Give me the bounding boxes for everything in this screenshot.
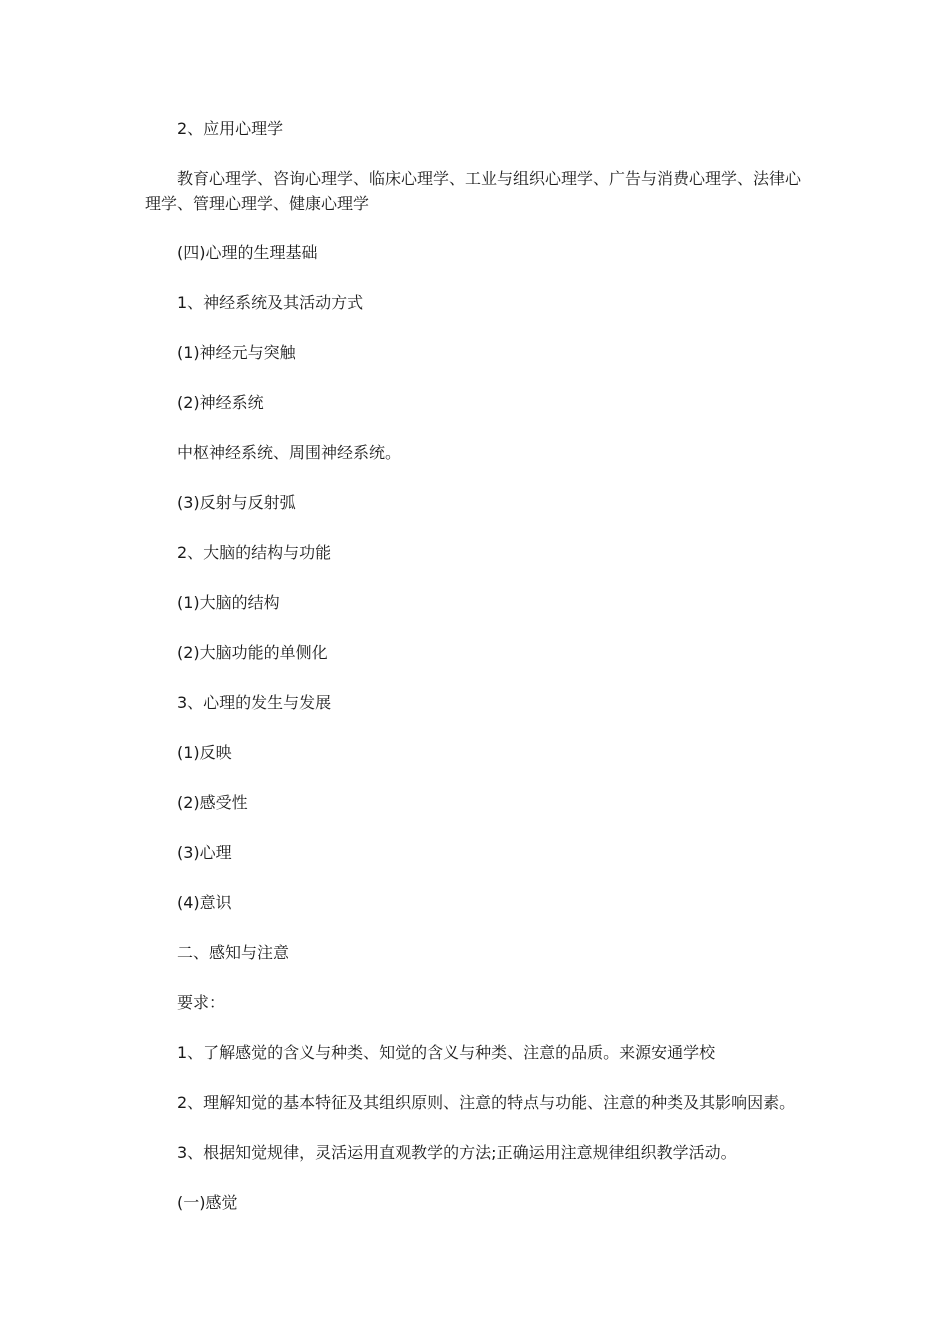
heading-perception-attention: 二、感知与注意 [177,943,290,962]
paragraph-applied-psychology-branches: 教育心理学、咨询心理学、临床心理学、工业与组织心理学、广告与消费心理学、法律心理学、管理心理学、健康心理学 [145,169,802,213]
heading-sensation: (一)感觉 [177,1193,238,1212]
item-brain-lateralization: (2)大脑功能的单侧化 [177,643,328,662]
heading-psychology-development: 3、心理的发生与发展 [177,693,332,712]
item-reflection: (1)反映 [177,743,232,762]
requirement-3: 3、根据知觉规律，灵活运用直观教学的方法;正确运用注意规律组织教学活动。 [177,1143,737,1162]
item-consciousness: (4)意识 [177,893,232,912]
item-sensitivity: (2)感受性 [177,793,248,812]
item-psyche: (3)心理 [177,843,232,862]
label-requirements: 要求： [177,993,226,1012]
heading-nervous-system: 1、神经系统及其活动方式 [177,293,364,312]
heading-physiological-basis: (四)心理的生理基础 [177,243,318,262]
item-brain-structure: (1)大脑的结构 [177,593,280,612]
item-neuron-synapse: (1)神经元与突触 [177,343,296,362]
item-nervous-system: (2)神经系统 [177,393,264,412]
heading-applied-psychology: 2、应用心理学 [177,119,284,138]
paragraph-central-peripheral: 中枢神经系统、周围神经系统。 [177,443,402,462]
requirement-2: 2、理解知觉的基本特征及其组织原则、注意的特点与功能、注意的种类及其影响因素。 [177,1093,796,1112]
item-reflex-arc: (3)反射与反射弧 [177,493,296,512]
heading-brain-structure-function: 2、大脑的结构与功能 [177,543,332,562]
requirement-1: 1、了解感觉的含义与种类、知觉的含义与种类、注意的品质。来源安通学校 [177,1043,716,1062]
